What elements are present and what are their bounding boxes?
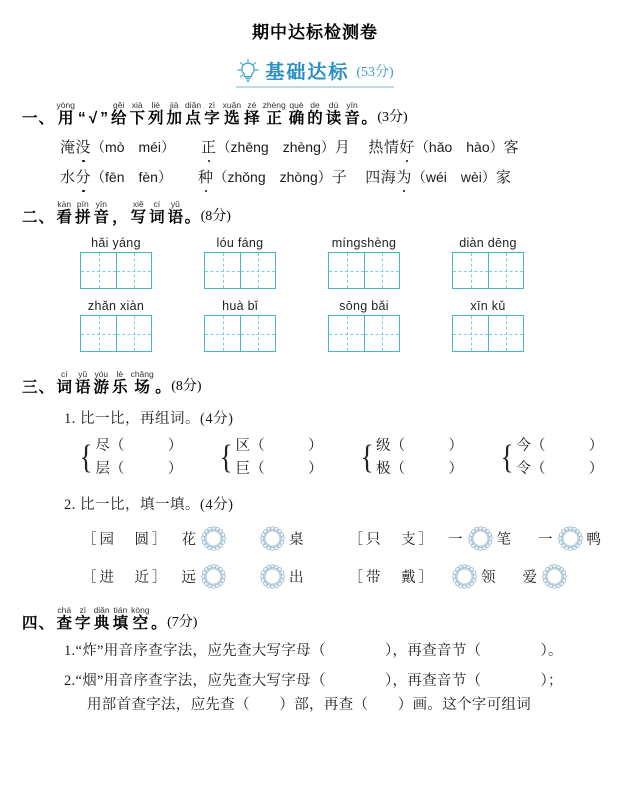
dotted-char: 分 (76, 166, 92, 187)
dotted-char: 正 (201, 136, 217, 157)
ruby-lie: liè 列 (148, 100, 164, 127)
ruby-yu2: yǔ 语 (75, 369, 91, 396)
choice-bracket: ［园 圆］ (82, 532, 170, 548)
section-4-heading (22, 606, 608, 632)
brace-icon: { (219, 439, 234, 476)
circle-item-label: 鸭 (586, 532, 602, 548)
ruby-xia: xià 下 (129, 100, 145, 127)
q1-item-3: 热情好（hǎo hào）客 (368, 136, 519, 157)
flower-circle-blank[interactable] (557, 525, 584, 552)
ruby-xie: xiě 写 (130, 199, 147, 226)
section-4-number: 四、 (22, 614, 56, 632)
circle-row-2 (22, 563, 608, 590)
write-item (328, 236, 400, 289)
banner-score: (53分) (356, 64, 394, 80)
answer-blank[interactable]: （ ） (390, 461, 463, 477)
circle-row-1 (22, 525, 608, 552)
circle-item-label: 爱 (522, 570, 538, 586)
question-4-1: 1.“炸”用音序查字法，应先查大写字母（ ），再查音节（ ）。 (64, 643, 563, 659)
q1-item-6: 四海为（wéi wèi）家 (365, 166, 511, 187)
write-item (452, 236, 524, 289)
brace-line-top: 今（ ） (516, 436, 603, 457)
ruby-comma: ， (112, 209, 128, 226)
answer-blank[interactable]: （ ） (390, 438, 463, 454)
ruby-dian: diǎn 点 (185, 100, 202, 127)
circle-item-label: 笔 (496, 532, 512, 548)
brace-icon: { (500, 439, 514, 476)
write-item (204, 236, 276, 289)
q1-item-5: 种（zhǒng zhòng）子 (198, 166, 347, 187)
tianzige-box[interactable] (204, 252, 276, 289)
q1-row-1 (22, 136, 608, 157)
sub-question-3-2: 2. 比一比，填一填。(4分) (64, 497, 234, 513)
ruby-pin: pīn 拼 (75, 199, 91, 226)
write-pinyin: míngshèng (331, 236, 397, 250)
write-pinyin: sōng bǎi (339, 299, 389, 313)
circle-item-label: 一 (538, 532, 554, 548)
section-banner (22, 57, 608, 88)
write-pinyin: hǎi yáng (91, 236, 141, 250)
write-item (204, 299, 276, 352)
dotted-char: 为 (396, 166, 412, 187)
circle-item-label: 花 (181, 532, 197, 548)
section-2-number: 二、 (22, 208, 56, 226)
brace-line-top: 尽（ ） (95, 436, 182, 457)
tianzige-box[interactable] (204, 315, 276, 352)
brace-line-bottom: 极（ ） (376, 459, 463, 480)
ruby-xuan: xuǎn 选 (222, 100, 242, 127)
answer-blank[interactable]: （ ） (109, 438, 183, 454)
answer-blank[interactable]: （ ） (109, 461, 183, 477)
brace-group-3 (359, 436, 463, 480)
question-4-2-cont: 用部首查字法，应先查（ ）部，再查（ ）画。这个字可组词 (87, 697, 531, 713)
write-item (328, 299, 400, 352)
circle-item-label: 一 (448, 532, 464, 548)
section-1 (22, 101, 608, 187)
section-4 (22, 606, 608, 716)
circle-item-label: 领 (481, 570, 497, 586)
choice-bracket: ［只 支］ (348, 532, 436, 548)
flower-circle-blank[interactable] (200, 525, 227, 552)
ruby-gei: gěi 给 (110, 100, 127, 127)
ruby-kan: kàn 看 (56, 199, 73, 226)
dotted-char: 种 (198, 166, 214, 187)
dotted-char: 没 (76, 136, 92, 157)
brace-icon: { (79, 439, 93, 476)
banner-label: 基础达标 (265, 57, 351, 84)
flower-circle-blank[interactable] (200, 563, 227, 590)
section-3-number: 三、 (22, 378, 56, 396)
write-grid-row-2 (22, 299, 608, 352)
section-1-number: 一、 (22, 109, 56, 127)
tianzige-box[interactable] (80, 252, 152, 289)
section-3 (22, 370, 608, 590)
ruby-check: √ (88, 110, 98, 127)
ruby-de: de 的 (307, 100, 323, 127)
tianzige-box[interactable] (328, 315, 400, 352)
section-2 (22, 200, 608, 352)
ruby-zheng: zhèng 正 (262, 100, 286, 127)
flower-circle-blank[interactable] (541, 563, 568, 590)
write-pinyin: lóu fáng (216, 236, 264, 250)
brace-row (22, 436, 608, 480)
ruby-yin2: yīn 音 (93, 199, 110, 226)
ruby-que: què 确 (288, 100, 305, 127)
section-4-score: (7分) (167, 615, 198, 631)
ruby-quote-open: “ (77, 110, 86, 127)
section-1-score: (3分) (377, 110, 408, 126)
exam-page (0, 18, 630, 812)
write-pinyin: diàn dēng (459, 236, 517, 250)
brace-line-top: 级（ ） (376, 436, 463, 457)
ruby-yin: yīn 音 (344, 100, 360, 127)
ruby-chang: chǎng 场 (130, 369, 154, 396)
ruby-le: lè 乐 (112, 369, 128, 396)
ruby-you: yóu 游 (93, 369, 110, 396)
ruby-tian: tián 填 (112, 605, 129, 632)
brace-line-top: 区（ ） (236, 436, 323, 457)
section-3-tail: 。 (155, 378, 172, 396)
q1-row-2 (22, 166, 608, 187)
brace-icon: { (360, 439, 374, 476)
answer-blank[interactable]: （ ） (250, 461, 323, 477)
brace-line-bottom: 层（ ） (95, 459, 182, 480)
ruby-yong: yòng 用 (56, 100, 75, 127)
brace-group-4 (499, 436, 603, 480)
write-item (80, 236, 152, 289)
ruby-cha: chá 查 (56, 605, 73, 632)
lightbulb-icon (236, 58, 260, 84)
circle-item-label: 出 (289, 570, 305, 586)
write-pinyin: huà bǐ (222, 299, 258, 313)
circle-item-label: 远 (181, 570, 197, 586)
circle-item-label: 桌 (289, 532, 305, 548)
sub-question-3-1: 1. 比一比，再组词。(4分) (64, 411, 234, 427)
write-item (80, 299, 152, 352)
q1-item-2: 正（zhēng zhèng）月 (201, 136, 350, 157)
q1-item-4: 水分（fēn fèn） (60, 166, 172, 187)
tianzige-box[interactable] (452, 315, 524, 352)
brace-group-1 (78, 436, 182, 480)
section-2-score: (8分) (200, 209, 231, 225)
section-1-heading (22, 101, 608, 127)
answer-blank[interactable]: （ ） (250, 438, 323, 454)
ruby-zi2: zì 字 (75, 605, 91, 632)
section-3-heading (22, 370, 608, 396)
ruby-ze: zé 择 (244, 100, 260, 127)
flower-circle-blank[interactable] (451, 563, 478, 590)
write-pinyin: xīn kǔ (470, 299, 506, 313)
ruby-zi: zì 字 (204, 100, 220, 127)
section-3-score: (8分) (171, 379, 202, 395)
ruby-quote-close: ” (100, 110, 108, 127)
flower-circle-blank[interactable] (259, 563, 286, 590)
write-pinyin: zhǎn xiàn (87, 299, 145, 313)
answer-blank[interactable]: （ ） (530, 461, 604, 477)
choice-bracket: ［带 戴］ (348, 570, 436, 586)
tianzige-box[interactable] (80, 315, 152, 352)
section-2-tail: 。 (184, 208, 201, 226)
ruby-jia: jiā 加 (166, 100, 183, 127)
ruby-du: dú 读 (325, 100, 342, 127)
q1-item-1: 淹没（mò méi） (60, 136, 175, 157)
question-4-2: 2.“烟”用音序查字法，应先查大写字母（ ），再查音节（ ）； (64, 673, 563, 689)
flower-circle-blank[interactable] (467, 525, 494, 552)
section-4-tail: 。 (151, 614, 168, 632)
tianzige-box[interactable] (452, 252, 524, 289)
tianzige-box[interactable] (328, 252, 400, 289)
ruby-ci: cí 词 (149, 199, 165, 226)
answer-blank[interactable]: （ ） (530, 438, 604, 454)
brace-group-2 (218, 436, 322, 480)
flower-circle-blank[interactable] (259, 525, 286, 552)
ruby-yu: yǔ 语 (167, 199, 184, 226)
brace-line-bottom: 巨（ ） (236, 459, 323, 480)
brace-line-bottom: 令（ ） (516, 459, 603, 480)
choice-bracket: ［进 近］ (82, 570, 170, 586)
section-1-tail: 。 (361, 109, 378, 127)
write-item (452, 299, 524, 352)
ruby-dian2: diǎn 典 (93, 605, 110, 632)
section-2-heading (22, 200, 608, 226)
write-grid-row-1 (22, 236, 608, 289)
page-title: 期中达标检测卷 (252, 23, 378, 42)
dotted-char: 好 (399, 136, 415, 157)
ruby-ci2: cí 词 (56, 369, 73, 396)
ruby-kong: kòng 空 (131, 605, 150, 632)
